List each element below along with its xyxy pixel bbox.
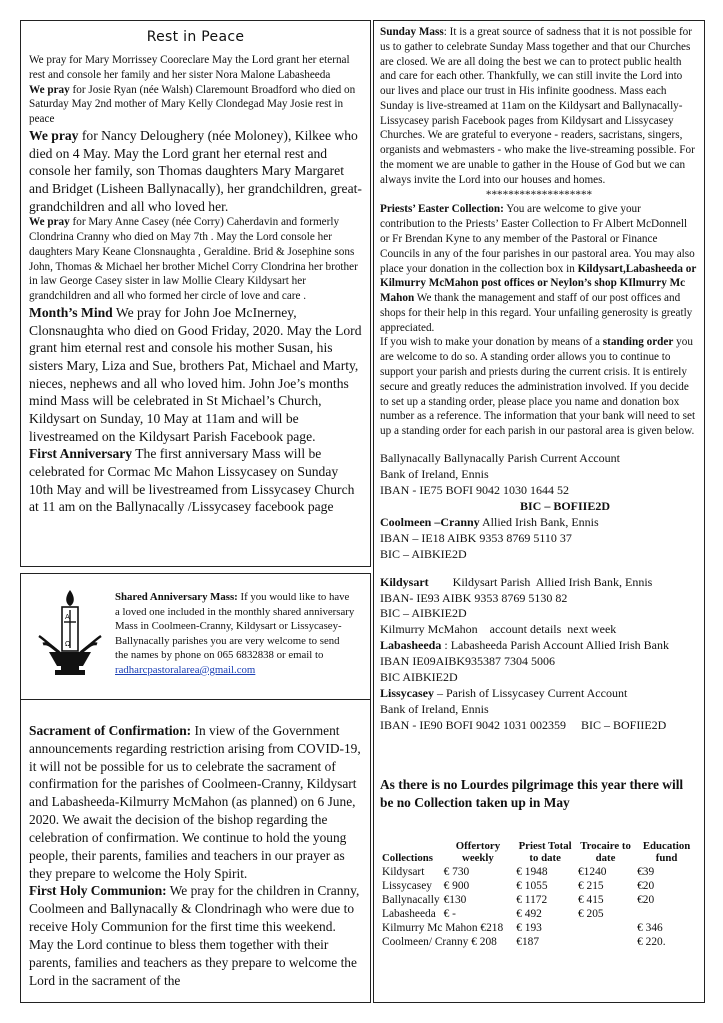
easter-places: Kildysart,Labasheeda or Kilmurry McMahon post offices or Neylon’s shop KIlmurry Mc Mahon — [380, 262, 697, 305]
account-parish: Coolmeen –Cranny — [380, 514, 480, 529]
notice-lead: We pray — [29, 83, 70, 96]
table-row — [380, 935, 698, 949]
confirmation-block — [29, 722, 362, 989]
svg-text:Ω: Ω — [65, 640, 71, 648]
cell-offertory: €130 — [443, 893, 467, 906]
confirmation-paragraph — [29, 722, 362, 882]
cell-offertory: € 730 — [443, 865, 470, 878]
notice-text: for Nancy Deloughery (née Moloney), Kilkee who died on 4 May. May the Lord grant her eternal rest and console her family, son Thomas daughters Mary Margaret and Bridget (Lisheen Ballynacally), her grandchildren, great-grandchildren and all who loved her. — [29, 127, 362, 214]
account-bank: – Parish of Lissycasey Current Account — [434, 686, 628, 701]
notice-text: We pray for Mary Morrissey Cooreclare May the Lord grant her eternal rest and console her family and her sister Nora Malone Labasheeda — [29, 54, 350, 81]
anniversary-lead: Shared Anniversary Mass: — [115, 591, 238, 603]
cell-offertory: €218 — [480, 921, 504, 934]
cell-education: € 346 — [637, 921, 663, 934]
cell-parish: Kilmurry Mc Mahon — [382, 921, 478, 934]
notice-text: The first anniversary Mass will be celebrated for Cormac Mc Mahon Lissycasey on Sunday 10th May and will be livestreamed from Lissycasey Church at 11 am on the Ballynacally /Lissycasey facebook page — [29, 446, 355, 515]
easter-collection-paragraph — [380, 202, 698, 335]
account-parish: Kildysart — [380, 574, 429, 589]
account-line: IBAN- IE93 AIBK 9353 8769 5130 82 — [380, 590, 568, 605]
table-row — [380, 879, 698, 893]
shared-anniversary-text — [115, 590, 355, 677]
account-parish: Labasheeda — [380, 638, 442, 653]
standing-order-intro: If you wish to make your donation by means of a — [380, 336, 603, 349]
account-kildysart — [380, 575, 698, 591]
notice-ryan — [29, 83, 362, 127]
notice-casey — [29, 215, 362, 304]
cell-priest: € 1172 — [516, 893, 548, 906]
notice-first-anniversary — [29, 445, 362, 516]
cell-priest: € 193 — [516, 921, 542, 934]
notice-months-mind — [29, 304, 362, 445]
cell-priest: € 1948 — [516, 865, 548, 878]
cell-offertory: € 208 — [471, 935, 497, 948]
standing-order-text: you are welcome to do so. A standing order allows you to continue to support your parish and priests during the current crisis. It is entirely secure and greatly reduces the administration involved. If you decide to set up a standing order, please place you name and donation box number as a reference. The information that your bank will need to set up a standing order for each parish in our pastoral area is given below. — [380, 336, 696, 438]
cell-education: €20 — [637, 893, 655, 906]
section-title: Rest in Peace — [146, 29, 245, 45]
sunday-mass-paragraph — [380, 25, 698, 188]
easter-lead: Priests’ Easter Collection: — [380, 203, 504, 216]
table-row — [380, 907, 698, 921]
cell-priest: € 492 — [516, 907, 542, 920]
account-line: Bank of Ireland, Ennis — [380, 466, 489, 481]
cell-parish: Ballynacally — [382, 893, 440, 906]
table-row — [380, 893, 698, 907]
confirmation-lead: Sacrament of Confirmation: — [29, 723, 192, 738]
cell-trocaire: € 215 — [577, 879, 604, 892]
svg-text:A: A — [65, 613, 70, 621]
account-bank: Kildysart Parish Allied Irish Bank, Ennis — [428, 574, 653, 589]
rest-in-peace-section — [20, 20, 371, 567]
notice-text: for Mary Anne Casey (née Corry) Caherdavin and formerly Clondrina Cranny who died on May 7th . May the Lord console her daughters Mary Keane Clonsnaughta , Geraldine. Brid & Josephine sons John, Thomas & Michael her brother Michel Corry Clondrina her brother in law George Casey sister in law Mollie Cleary Kildysart her grandchildren and all who formed her circle of love and care . — [29, 216, 358, 303]
lourdes-notice: As there is no Lourdes pilgrimage this year there will be no Collection taken up in May — [380, 777, 684, 810]
account-line: IBAN - IE75 BOFI 9042 1030 1644 52 — [380, 482, 569, 497]
cell-trocaire: € 415 — [577, 893, 604, 906]
cell-parish: Labasheeda — [382, 907, 436, 920]
header-priest: Priest Total to date — [518, 839, 572, 865]
paschal-candle-icon — [35, 588, 105, 678]
easter-text: You are welcome to give your contribution to the Priests’ Easter Collection to Fr Albert McDonnell or Fr Brendan Kyne to any member of the Pastoral or Finance Councils in any of the four parishes in our pastoral area. You may also place your donation in the collection box in — [380, 203, 695, 275]
right-column — [373, 20, 705, 1003]
account-labasheeda — [380, 638, 698, 670]
account-lissycasey — [380, 686, 698, 702]
cell-education — [635, 907, 698, 921]
anniversary-confirmation-section — [20, 573, 371, 1003]
cell-priest: €187 — [516, 935, 540, 948]
account-line: BIC AIBKIE2D — [380, 670, 458, 685]
confirmation-text: In view of the Government announcements regarding restriction arising from COVID-19, it will not be possible for us to celebrate the sacrament of confirmation for the parishes of Coolmeen-Cranny, Kildysart and Labasheeda-Kilmurry McMahon (as planned) on 6 June, 2020. We await the decision of the bishop regarding the celebration of confirmation. We continue to hold the young people, their parents, families and teachers in our prayer as they prepare to welcome the Holy Spirit. — [29, 723, 361, 881]
cell-trocaire: € 205 — [577, 907, 604, 920]
sunday-mass-lead: Sunday Mass — [380, 26, 444, 38]
bank-accounts — [380, 451, 698, 734]
header-collections: Collections — [382, 852, 433, 865]
cell-parish: Lissycasey — [382, 879, 432, 892]
account-coolmeen — [380, 515, 698, 531]
notice-text: for Josie Ryan (née Walsh) Claremount Broadford who died on Saturday May 2nd mother of Mary Kelly Clondegad May Josie rest in peace — [29, 83, 356, 126]
notice-lead: We pray — [29, 216, 70, 229]
cell-offertory: € 900 — [443, 879, 470, 892]
separator-stars: ******************* — [485, 188, 593, 201]
cell-trocaire — [576, 921, 635, 935]
communion-paragraph — [29, 882, 362, 989]
cell-parish-offertory — [380, 921, 514, 935]
account-bank: : Labasheeda Parish Account Allied Irish Bank IBAN IE09AIBK935387 7304 5006 — [380, 638, 669, 669]
notice-lead: First Anniversary — [29, 446, 133, 462]
cell-priest: € 1055 — [516, 879, 548, 892]
cell-trocaire — [576, 935, 635, 949]
standing-order-bold: standing order — [602, 336, 674, 349]
account-ballynacally: Ballynacally Ballynacally Parish Current Account — [380, 450, 620, 465]
account-bic: BIC – BOFIIE2D — [520, 498, 611, 513]
shared-anniversary-block — [21, 574, 370, 696]
header-education: Education fund — [642, 839, 691, 865]
cell-education: €39 — [637, 865, 655, 878]
account-line: IBAN – IE18 AIBK 9353 8769 5110 37 — [380, 530, 572, 545]
table-row — [380, 921, 698, 935]
cell-trocaire: €1240 — [577, 865, 607, 878]
cell-education: €20 — [637, 879, 655, 892]
section-divider — [21, 699, 370, 700]
account-line: BIC – AIBKIE2D — [380, 546, 467, 561]
standing-order-paragraph — [380, 335, 698, 438]
notice-morrissey — [29, 53, 362, 83]
easter-thanks: We thank the management and staff of our post offices and shops for their help in this regard. Your unfailing generosity is greatly appreciated. — [380, 292, 693, 334]
email-link[interactable]: radharcpastoralarea@gmail.com — [115, 663, 256, 676]
account-line: IBAN - IE90 BOFI 9042 1031 002359 BIC – BOFIIE2D — [380, 718, 667, 733]
table-row — [380, 865, 698, 879]
cell-parish: Coolmeen/ Cranny — [382, 935, 469, 948]
account-line: Bank of Ireland, Ennis — [380, 702, 489, 717]
collections-header-row — [380, 840, 698, 865]
notice-lead: Month’s Mind — [29, 304, 113, 320]
header-offertory: Offertory weekly — [455, 839, 501, 865]
communion-text: We pray for the children in Cranny, Coolmeen and Ballynacally & Clondrinagh who were due to receive Holy Communion for the first time this weekend. May the Lord continue to bless them together with their parents, families and teachers as they prepare to welcome the Lord in the sacrament of the — [29, 883, 360, 988]
cell-parish-offertory — [380, 935, 514, 949]
collections-table — [380, 840, 698, 949]
sunday-mass-text: : It is a great source of sadness that it is not possible for us to gather to celebrate Sunday Mass together and that our Churches are closed. We are all doing the best we can to protect public health and care for each other. Thankfully, we can still invite the Lord into our lives and place our trust in His infinite goodness. Mass each Sunday is live-streamed at 11am on the Kildysart and Ballynacally-Lissycasey parish Facebook pages from Kildysart and Lissycasey Churches. We are grateful to everyone - readers, sacristans, singers, organists and webmasters - who make the live-streaming possible. For the moment we are unable to gather in the House of God but we can always invite the Lord into our houses and homes. — [380, 26, 695, 186]
anniversary-body: If you would like to have a loved one included in the monthly shared anniversary Mass in Coolmeen-Cranny, Kildysart or Lissycasey-Ballynacally parishes you are very welcome to send the names by phone on 065 6832838 or email to — [115, 591, 355, 662]
cell-parish: Kildysart — [382, 865, 425, 878]
notice-deloughery — [29, 127, 362, 215]
communion-lead: First Holy Communion: — [29, 883, 167, 899]
notice-lead: We pray — [29, 127, 79, 143]
cell-offertory: € - — [443, 907, 456, 920]
account-kilmurry: Kilmurry McMahon account details next week — [380, 622, 617, 637]
notice-text: We pray for John Joe McInerney, Clonsnaughta who died on Good Friday, 2020. May the Lord grant him eternal rest and console his mother Susan, his sisters Mary, Liza and Sue, brothers Pat, Michael and Marty, nieces, nephews and all who loved him. John Joe’s months mind Mass will be celebrated in St Michael’s Church, Kildysart on Sunday, 10 May at 11am and will be livestreamed on the Kildysart Parish Facebook page. — [29, 304, 362, 444]
cell-education: € 220. — [637, 935, 666, 948]
account-line: BIC – AIBKIE2D — [380, 606, 467, 621]
account-parish: Lissycasey — [380, 686, 434, 701]
account-bank: Allied Irish Bank, Ennis — [479, 514, 599, 529]
header-trocaire: Trocaire to date — [580, 839, 631, 865]
